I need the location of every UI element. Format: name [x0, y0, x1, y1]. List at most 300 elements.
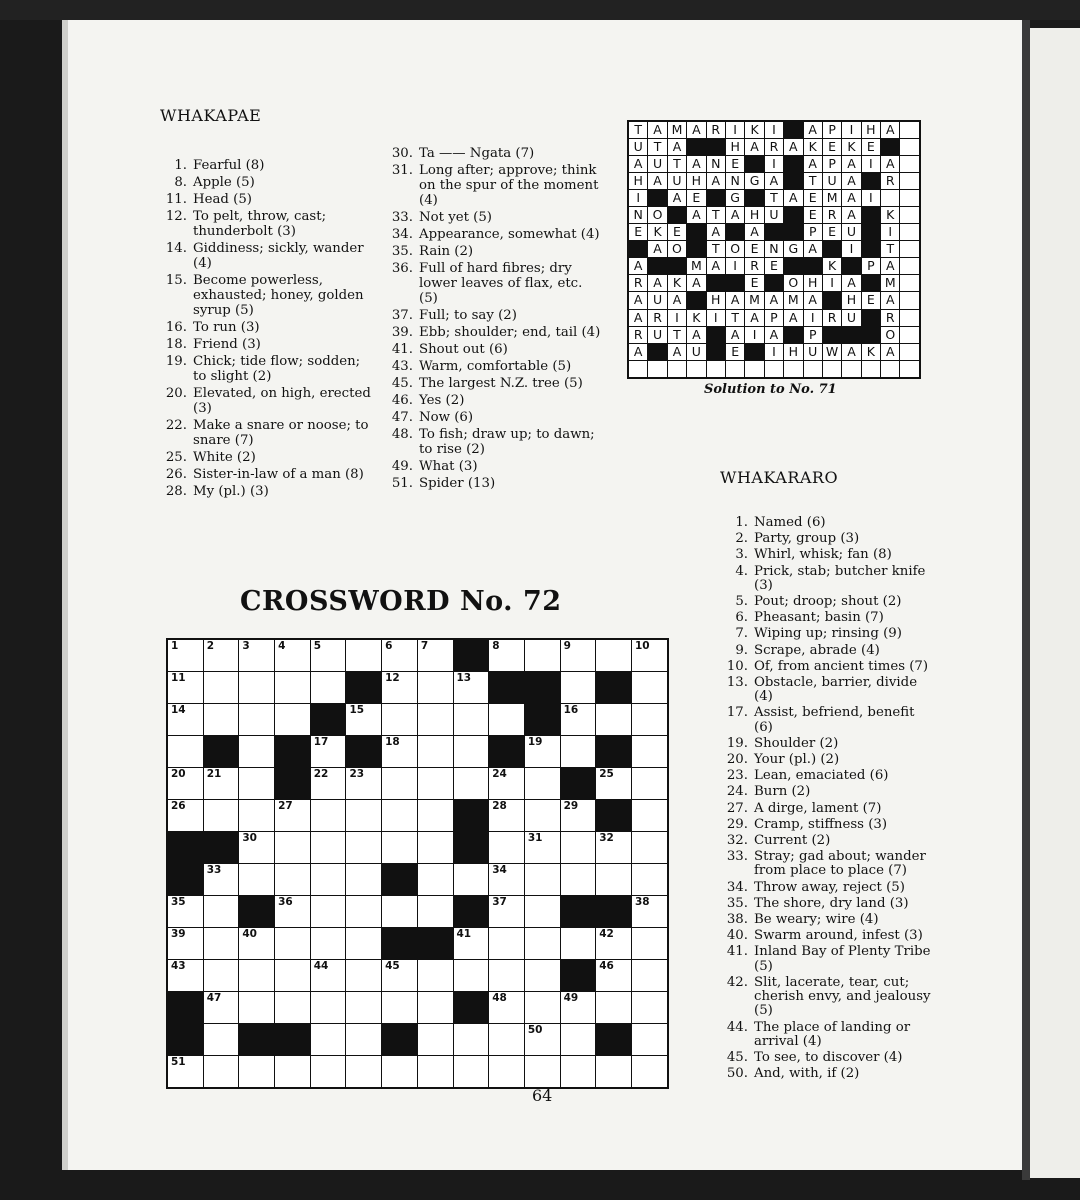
- solution-letter: [707, 361, 725, 377]
- grid-cell[interactable]: [561, 736, 596, 767]
- grid-cell[interactable]: [454, 704, 489, 735]
- grid-cell[interactable]: [596, 640, 631, 671]
- grid-cell[interactable]: [311, 672, 346, 703]
- clue-text: Current (2): [754, 833, 831, 849]
- grid-cell[interactable]: [275, 928, 310, 959]
- grid-cell[interactable]: [204, 960, 239, 991]
- cell-number: 44: [313, 960, 329, 972]
- clue-item: [722, 676, 932, 704]
- grid-cell[interactable]: [204, 704, 239, 735]
- grid-cell[interactable]: [561, 672, 596, 703]
- grid-cell[interactable]: [418, 864, 453, 895]
- grid-cell[interactable]: [596, 992, 631, 1023]
- grid-cell[interactable]: [382, 832, 417, 863]
- grid-cell[interactable]: [168, 800, 203, 831]
- clue-number: 47.: [391, 410, 413, 425]
- grid-cell[interactable]: [596, 928, 631, 959]
- grid-cell[interactable]: [311, 800, 346, 831]
- grid-cell[interactable]: [311, 896, 346, 927]
- grid-cell[interactable]: [275, 1056, 310, 1087]
- cell-number: 35: [171, 896, 186, 908]
- grid-cell[interactable]: [311, 736, 346, 767]
- clue-item: [722, 818, 932, 832]
- grid-cell[interactable]: [632, 928, 667, 959]
- solution-letter: N: [726, 173, 744, 189]
- cell-number: 33: [206, 864, 222, 876]
- grid-cell[interactable]: [632, 960, 667, 991]
- grid-cell[interactable]: [382, 768, 417, 799]
- solution-letter: [823, 361, 841, 377]
- solution-letter: U: [823, 173, 841, 189]
- grid-cell[interactable]: [311, 960, 346, 991]
- clue-item: [386, 261, 604, 306]
- grid-cell[interactable]: [239, 768, 274, 799]
- grid-cell[interactable]: [632, 768, 667, 799]
- grid-cell[interactable]: [454, 736, 489, 767]
- clue-item: [386, 427, 604, 457]
- grid-cell[interactable]: [204, 992, 239, 1023]
- clue-number: 3.: [735, 547, 748, 563]
- grid-cell[interactable]: [311, 992, 346, 1023]
- clue-item: [722, 611, 932, 625]
- grid-cell[interactable]: [204, 640, 239, 671]
- grid-cell[interactable]: [596, 768, 631, 799]
- cell-number: 38: [634, 896, 650, 908]
- solution-letter: E: [668, 224, 686, 240]
- solution-letter: [900, 207, 918, 223]
- solution-letter: R: [648, 310, 666, 326]
- solution-letter: A: [629, 156, 647, 172]
- grid-cell[interactable]: [561, 928, 596, 959]
- grid-cell[interactable]: [525, 768, 560, 799]
- page-binding: [62, 20, 68, 1170]
- solution-block: [629, 241, 647, 257]
- grid-cell[interactable]: [311, 928, 346, 959]
- cell-number: 41: [456, 928, 472, 940]
- solution-letter: A: [765, 327, 783, 343]
- solution-letter: R: [881, 173, 899, 189]
- grid-cell[interactable]: [596, 864, 631, 895]
- solution-letter: I: [745, 327, 763, 343]
- clue-text: Chick; tide flow; sodden; to slight (2): [193, 354, 361, 384]
- grid-cell[interactable]: [596, 832, 631, 863]
- clue-number: 42.: [726, 974, 748, 990]
- grid-cell[interactable]: [239, 992, 274, 1023]
- clue-number: 2.: [735, 531, 748, 547]
- clue-item: [722, 565, 932, 593]
- solution-letter: [648, 361, 666, 377]
- grid-cell[interactable]: [168, 896, 203, 927]
- grid-cell[interactable]: [454, 1024, 489, 1055]
- clue-number: 31.: [391, 163, 413, 178]
- grid-cell[interactable]: [632, 800, 667, 831]
- grid-cell[interactable]: [346, 1024, 381, 1055]
- solution-block: [687, 241, 705, 257]
- grid-cell[interactable]: [311, 864, 346, 895]
- cell-number: 12: [385, 672, 400, 684]
- grid-cell[interactable]: [525, 832, 560, 863]
- solution-letter: E: [765, 258, 783, 274]
- grid-cell[interactable]: [239, 928, 274, 959]
- cell-number: 25: [599, 768, 614, 780]
- grid-cell[interactable]: [204, 1024, 239, 1055]
- grid-cell[interactable]: [382, 672, 417, 703]
- grid-cell[interactable]: [346, 1056, 381, 1087]
- solution-letter: [900, 156, 918, 172]
- clue-item: [386, 393, 604, 408]
- clue-item: [386, 459, 604, 474]
- grid-cell[interactable]: [418, 640, 453, 671]
- cell-number: 27: [278, 800, 293, 812]
- grid-cell[interactable]: [561, 864, 596, 895]
- grid-cell[interactable]: [418, 800, 453, 831]
- solution-grid: [627, 120, 921, 379]
- solution-letter: K: [842, 139, 860, 155]
- solution-block: [648, 190, 666, 206]
- grid-cell[interactable]: [204, 672, 239, 703]
- cell-number: 31: [527, 832, 543, 844]
- grid-cell[interactable]: [489, 768, 524, 799]
- clue-text: Cramp, stiffness (3): [754, 816, 888, 832]
- grid-cell[interactable]: [525, 800, 560, 831]
- grid-cell[interactable]: [525, 864, 560, 895]
- grid-cell[interactable]: [311, 832, 346, 863]
- grid-cell[interactable]: [275, 864, 310, 895]
- puzzle-title: [240, 586, 562, 617]
- grid-cell[interactable]: [489, 1056, 524, 1087]
- grid-cell[interactable]: [239, 640, 274, 671]
- grid-cell[interactable]: [239, 736, 274, 767]
- clue-item: [386, 376, 604, 391]
- solution-letter: I: [804, 310, 822, 326]
- grid-cell[interactable]: [525, 928, 560, 959]
- solution-block: [881, 139, 899, 155]
- grid-cell[interactable]: [275, 832, 310, 863]
- grid-cell[interactable]: [168, 640, 203, 671]
- clue-number: 51.: [391, 476, 413, 491]
- clue-number: 19.: [165, 354, 187, 369]
- clue-item: [722, 929, 932, 943]
- grid-cell[interactable]: [632, 896, 667, 927]
- grid-cell[interactable]: [382, 736, 417, 767]
- grid-cell[interactable]: [489, 832, 524, 863]
- grid-cell[interactable]: [489, 992, 524, 1023]
- grid-cell[interactable]: [239, 704, 274, 735]
- solution-letter: R: [629, 275, 647, 291]
- clue-text: Full; to say (2): [419, 308, 517, 323]
- solution-letter: T: [881, 241, 899, 257]
- solution-block: [784, 258, 802, 274]
- solution-letter: M: [668, 122, 686, 138]
- grid-cell[interactable]: [561, 992, 596, 1023]
- cell-number: 30: [242, 832, 257, 844]
- clue-number: 34.: [391, 227, 413, 242]
- grid-cell[interactable]: [454, 1056, 489, 1087]
- solution-block: [823, 292, 841, 308]
- clue-item: [160, 320, 374, 335]
- cell-number: 48: [492, 992, 507, 1004]
- cell-number: 17: [313, 736, 329, 748]
- grid-cell[interactable]: [382, 960, 417, 991]
- grid-cell[interactable]: [204, 928, 239, 959]
- clue-number: 12.: [165, 209, 187, 224]
- solution-block: [687, 292, 705, 308]
- grid-cell[interactable]: [418, 1056, 453, 1087]
- clue-number: 41.: [391, 342, 413, 357]
- grid-block: [168, 864, 203, 895]
- clue-text: Now (6): [419, 410, 474, 425]
- grid-cell[interactable]: [632, 992, 667, 1023]
- grid-cell[interactable]: [632, 1056, 667, 1087]
- grid-cell[interactable]: [561, 640, 596, 671]
- grid-cell[interactable]: [346, 832, 381, 863]
- solution-letter: E: [862, 139, 880, 155]
- clue-text: Appearance, somewhat (4): [419, 227, 600, 242]
- grid-cell[interactable]: [382, 640, 417, 671]
- clue-number: 46.: [391, 393, 413, 408]
- grid-cell[interactable]: [382, 1056, 417, 1087]
- solution-letter: K: [745, 122, 763, 138]
- grid-cell[interactable]: [204, 800, 239, 831]
- solution-letter: A: [707, 173, 725, 189]
- solution-letter: I: [707, 310, 725, 326]
- grid-cell[interactable]: [346, 960, 381, 991]
- grid-cell[interactable]: [346, 800, 381, 831]
- grid-cell[interactable]: [418, 992, 453, 1023]
- grid-cell[interactable]: [489, 640, 524, 671]
- grid-cell[interactable]: [418, 768, 453, 799]
- grid-cell[interactable]: [168, 960, 203, 991]
- solution-block: [862, 310, 880, 326]
- solution-letter: I: [842, 241, 860, 257]
- grid-cell[interactable]: [275, 960, 310, 991]
- grid-cell[interactable]: [275, 672, 310, 703]
- grid-block: [382, 928, 417, 959]
- solution-letter: E: [823, 139, 841, 155]
- cell-number: 2: [206, 640, 214, 652]
- cell-number: 10: [634, 640, 650, 652]
- grid-cell[interactable]: [311, 640, 346, 671]
- grid-cell[interactable]: [632, 640, 667, 671]
- grid-cell[interactable]: [525, 960, 560, 991]
- grid-cell[interactable]: [239, 864, 274, 895]
- grid-cell[interactable]: [454, 768, 489, 799]
- grid-cell[interactable]: [346, 864, 381, 895]
- grid-cell[interactable]: [489, 704, 524, 735]
- clue-text: The largest N.Z. tree (5): [419, 376, 583, 391]
- grid-cell[interactable]: [525, 640, 560, 671]
- grid-cell[interactable]: [275, 640, 310, 671]
- clue-text: Ta —— Ngata (7): [419, 146, 535, 161]
- grid-cell[interactable]: [632, 672, 667, 703]
- solution-letter: A: [648, 241, 666, 257]
- grid-cell[interactable]: [632, 1024, 667, 1055]
- grid-cell[interactable]: [239, 800, 274, 831]
- solution-letter: H: [784, 344, 802, 360]
- cell-number: 50: [527, 1024, 543, 1036]
- grid-cell[interactable]: [561, 704, 596, 735]
- cell-number: 34: [492, 864, 507, 876]
- clue-text: White (2): [193, 450, 256, 465]
- grid-cell[interactable]: [561, 800, 596, 831]
- grid-cell[interactable]: [204, 1056, 239, 1087]
- clue-item: [722, 834, 932, 848]
- solution-letter: N: [629, 207, 647, 223]
- grid-cell[interactable]: [275, 800, 310, 831]
- grid-cell[interactable]: [525, 992, 560, 1023]
- solution-letter: U: [648, 292, 666, 308]
- grid-cell[interactable]: [561, 1056, 596, 1087]
- solution-letter: H: [629, 173, 647, 189]
- solution-letter: K: [648, 224, 666, 240]
- solution-block: [784, 173, 802, 189]
- page-gutter: [1022, 20, 1030, 1180]
- clue-text: Rain (2): [419, 244, 474, 259]
- clue-number: 43.: [391, 359, 413, 374]
- solution-letter: A: [881, 122, 899, 138]
- clue-text: Prick, stab; butcher knife (3): [754, 563, 926, 593]
- grid-cell[interactable]: [489, 800, 524, 831]
- clue-text: Yes (2): [419, 393, 465, 408]
- solution-letter: A: [784, 310, 802, 326]
- grid-cell[interactable]: [454, 864, 489, 895]
- grid-cell[interactable]: [204, 864, 239, 895]
- solution-letter: A: [629, 344, 647, 360]
- solution-block: [862, 327, 880, 343]
- grid-cell[interactable]: [632, 704, 667, 735]
- clue-text: To see, to discover (4): [754, 1049, 903, 1065]
- grid-cell[interactable]: [168, 768, 203, 799]
- across-clues-column-2: [386, 146, 604, 493]
- grid-block: [525, 672, 560, 703]
- grid-cell[interactable]: [204, 896, 239, 927]
- grid-cell[interactable]: [346, 896, 381, 927]
- grid-cell[interactable]: [275, 704, 310, 735]
- grid-cell[interactable]: [454, 672, 489, 703]
- cell-number: 11: [171, 672, 186, 684]
- grid-cell[interactable]: [454, 960, 489, 991]
- clue-item: [160, 273, 374, 318]
- clue-text: Friend (3): [193, 337, 261, 352]
- across-heading: WHAKAPAE: [160, 106, 262, 125]
- solution-letter: A: [804, 122, 822, 138]
- cell-number: 37: [492, 896, 507, 908]
- grid-cell[interactable]: [632, 864, 667, 895]
- grid-cell[interactable]: [239, 832, 274, 863]
- solution-letter: K: [823, 258, 841, 274]
- grid-cell[interactable]: [382, 704, 417, 735]
- grid-cell[interactable]: [525, 736, 560, 767]
- solution-letter: A: [745, 224, 763, 240]
- clue-text: To fish; draw up; to dawn; to rise (2): [419, 427, 595, 457]
- grid-block: [239, 896, 274, 927]
- grid-cell[interactable]: [561, 1024, 596, 1055]
- solution-block: [784, 327, 802, 343]
- solution-letter: N: [707, 156, 725, 172]
- grid-cell[interactable]: [418, 1024, 453, 1055]
- clue-text: Not yet (5): [419, 210, 492, 225]
- grid-cell[interactable]: [239, 1056, 274, 1087]
- grid-cell[interactable]: [311, 768, 346, 799]
- grid-cell[interactable]: [346, 768, 381, 799]
- grid-cell[interactable]: [239, 960, 274, 991]
- clue-item: [722, 1021, 932, 1049]
- grid-cell[interactable]: [239, 672, 274, 703]
- grid-cell[interactable]: [168, 1056, 203, 1087]
- grid-cell[interactable]: [382, 992, 417, 1023]
- grid-cell[interactable]: [418, 704, 453, 735]
- cell-number: 15: [349, 704, 365, 716]
- grid-cell[interactable]: [346, 928, 381, 959]
- grid-cell[interactable]: [525, 896, 560, 927]
- grid-cell[interactable]: [596, 1056, 631, 1087]
- grid-cell[interactable]: [489, 1024, 524, 1055]
- solution-letter: I: [765, 156, 783, 172]
- grid-cell[interactable]: [418, 736, 453, 767]
- grid-cell[interactable]: [346, 992, 381, 1023]
- grid-cell[interactable]: [275, 992, 310, 1023]
- solution-letter: P: [804, 224, 822, 240]
- solution-letter: A: [687, 327, 705, 343]
- grid-cell[interactable]: [525, 1024, 560, 1055]
- grid-cell[interactable]: [382, 800, 417, 831]
- grid-cell[interactable]: [418, 672, 453, 703]
- grid-cell[interactable]: [275, 896, 310, 927]
- grid-cell[interactable]: [489, 896, 524, 927]
- grid-cell[interactable]: [632, 736, 667, 767]
- clue-text: Ebb; shoulder; end, tail (4): [419, 325, 601, 340]
- clue-number: 39.: [391, 325, 413, 340]
- grid-cell[interactable]: [596, 960, 631, 991]
- grid-cell[interactable]: [489, 864, 524, 895]
- solution-letter: A: [648, 275, 666, 291]
- clue-number: 29.: [726, 816, 748, 832]
- grid-cell[interactable]: [168, 928, 203, 959]
- grid-cell[interactable]: [596, 704, 631, 735]
- grid-cell[interactable]: [346, 704, 381, 735]
- solution-letter: [900, 258, 918, 274]
- solution-letter: [900, 173, 918, 189]
- grid-cell[interactable]: [168, 704, 203, 735]
- grid-cell[interactable]: [418, 832, 453, 863]
- solution-letter: H: [726, 139, 744, 155]
- clue-item: [386, 325, 604, 340]
- clue-text: My (pl.) (3): [193, 484, 269, 499]
- grid-cell[interactable]: [346, 640, 381, 671]
- grid-block: [275, 768, 310, 799]
- grid-cell[interactable]: [561, 832, 596, 863]
- cell-number: 7: [420, 640, 429, 652]
- grid-cell[interactable]: [418, 960, 453, 991]
- grid-cell[interactable]: [454, 928, 489, 959]
- grid-cell[interactable]: [204, 768, 239, 799]
- solution-letter: M: [784, 292, 802, 308]
- solution-letter: U: [648, 156, 666, 172]
- grid-cell[interactable]: [418, 896, 453, 927]
- grid-cell[interactable]: [311, 1024, 346, 1055]
- grid-cell[interactable]: [489, 960, 524, 991]
- grid-cell[interactable]: [168, 736, 203, 767]
- clue-number: 4.: [735, 563, 748, 579]
- grid-cell[interactable]: [489, 928, 524, 959]
- clue-number: 20.: [165, 386, 187, 401]
- grid-cell[interactable]: [311, 1056, 346, 1087]
- grid-cell[interactable]: [525, 1056, 560, 1087]
- grid-cell[interactable]: [168, 672, 203, 703]
- grid-cell[interactable]: [632, 832, 667, 863]
- grid-cell[interactable]: [382, 896, 417, 927]
- clue-item: [722, 1067, 932, 1081]
